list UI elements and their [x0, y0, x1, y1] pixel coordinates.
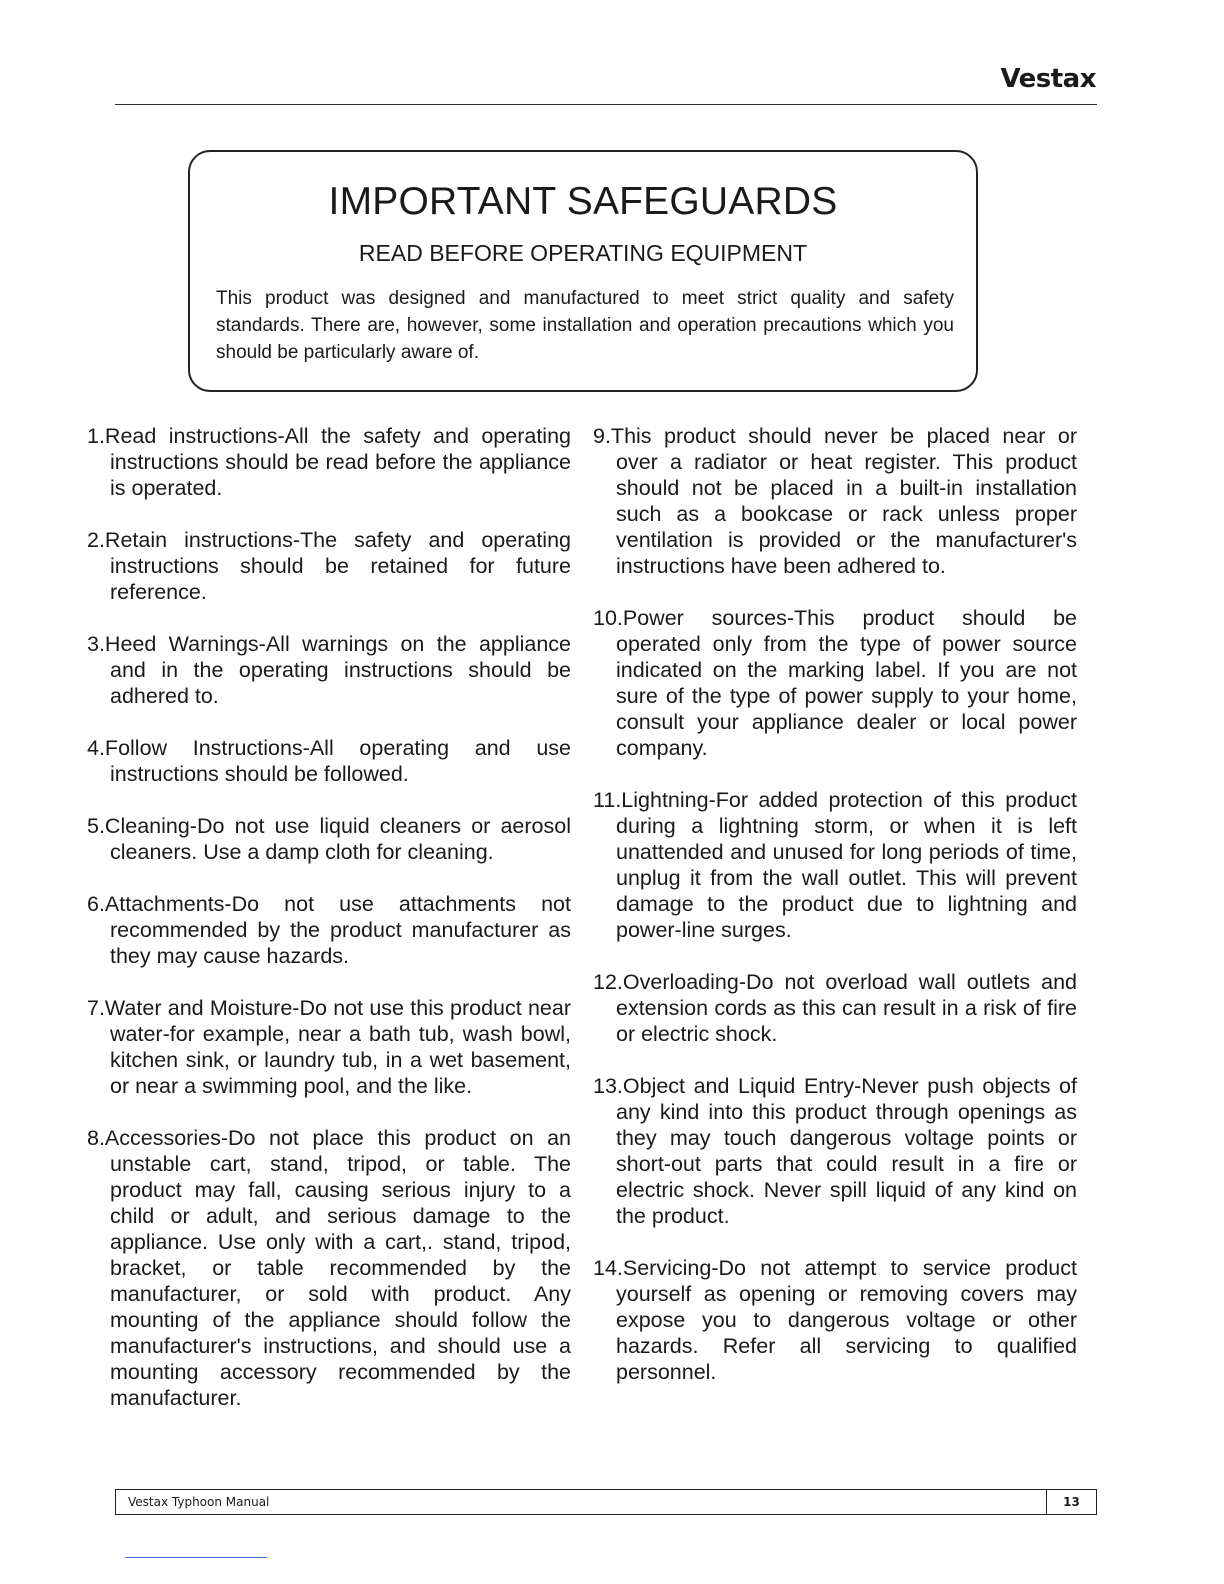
safeguard-item-9: 9.This product should never be placed near or over a radiator or heat register. This product should not be placed in a built-in installation such as a bookcase or rack unless proper ventilation is provided or the manufacturer's instructions have been adhered to.	[593, 424, 1077, 578]
safeguard-item-11: 11.Lightning-For added protection of this product during a lightning storm, or when it is left unattended and unused for long periods of time, unplug it from the wall outlet. This will prevent damage to the product due to lightning and power-line surges.	[593, 788, 1077, 942]
safeguard-item-7: 7.Water and Moisture-Do not use this product near water-for example, near a bath tub, wash bowl, kitchen sink, or laundry tub, in a wet basement, or near a swimming pool, and the like.	[87, 996, 571, 1098]
footer	[115, 1489, 1097, 1515]
safeguards-intro: This product was designed and manufactured to meet strict quality and safety standards. There are, however, some installation and operation precautions which you should be particularly aware of.	[216, 288, 954, 363]
safeguard-item-5: 5.Cleaning-Do not use liquid cleaners or aerosol cleaners. Use a damp cloth for cleaning.	[87, 814, 571, 864]
left-column	[87, 423, 571, 1437]
safeguard-item-8: 8.Accessories-Do not place this product on an unstable cart, stand, tripod, or table. The product may fall, causing serious injury to a child or adult, and serious damage to the appliance. Use only with a cart,. stand, tripod, bracket, or table recommended by the manufacturer, or sold with product. Any mounting of the appliance should follow the manufacturer's instructions, and should use a mounting accessory recommended by the manufacturer.	[87, 1126, 571, 1410]
safeguard-item-14: 14.Servicing-Do not attempt to service product yourself as opening or removing covers may expose you to dangerous voltage or other hazards. Refer all servicing to qualified personnel.	[593, 1256, 1077, 1384]
decorative-line	[125, 1557, 267, 1558]
footer-title: Vestax Typhoon Manual	[128, 1495, 270, 1509]
safeguards-title: IMPORTANT SAFEGUARDS	[328, 180, 838, 223]
right-column	[593, 423, 1077, 1411]
brand-logo: Vestax	[1000, 64, 1096, 94]
safeguard-item-13: 13.Object and Liquid Entry-Never push objects of any kind into this product through openings as they may touch dangerous voltage points or short-out parts that could result in a fire or electric shock. Never spill liquid of any kind on the product.	[593, 1074, 1077, 1228]
safeguard-item-12: 12.Overloading-Do not overload wall outlets and extension cords as this can result in a risk of fire or electric shock.	[593, 970, 1077, 1046]
safeguard-item-6: 6.Attachments-Do not use attachments not recommended by the product manufacturer as they may cause hazards.	[87, 892, 571, 968]
safeguard-item-2: 2.Retain instructions-The safety and operating instructions should be retained for future reference.	[87, 528, 571, 604]
safeguard-item-4: 4.Follow Instructions-All operating and use instructions should be followed.	[87, 736, 571, 786]
header-rule	[115, 104, 1097, 105]
safeguards-box	[188, 150, 978, 392]
safeguard-item-10: 10.Power sources-This product should be operated only from the type of power source indicated on the marking label. If you are not sure of the type of power supply to your home, consult your appliance dealer or local power company.	[593, 606, 1077, 760]
page-number: 13	[1063, 1495, 1080, 1509]
safeguard-item-1: 1.Read instructions-All the safety and operating instructions should be read before the appliance is operated.	[87, 424, 571, 500]
safeguard-item-3: 3.Heed Warnings-All warnings on the appliance and in the operating instructions should be adhered to.	[87, 632, 571, 708]
safeguards-subtitle: READ BEFORE OPERATING EQUIPMENT	[358, 240, 808, 266]
